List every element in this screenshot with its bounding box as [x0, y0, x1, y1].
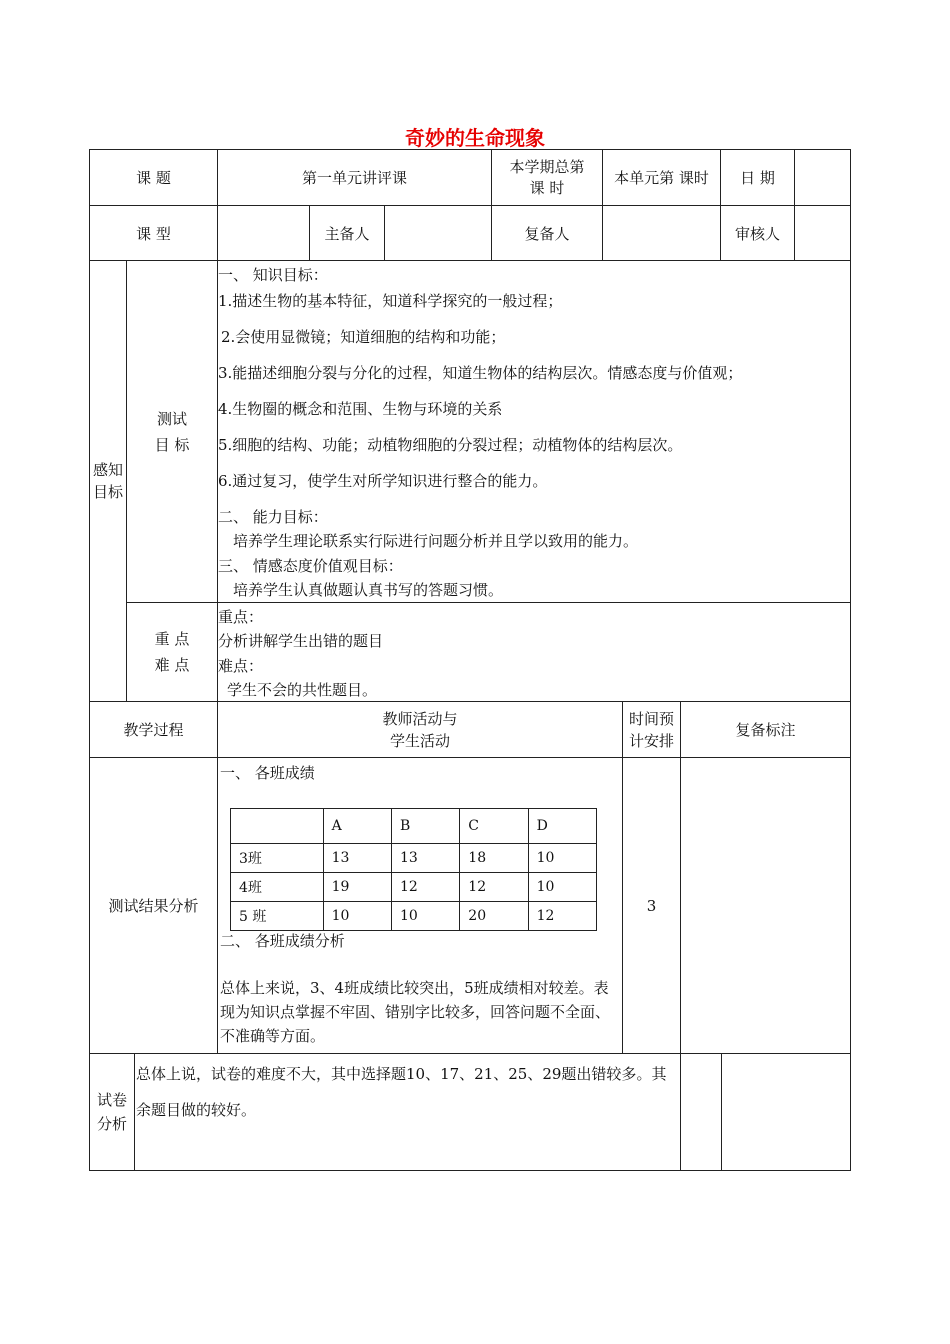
- table-cell: 13: [323, 844, 391, 873]
- analysis-time: 3: [622, 757, 681, 1054]
- paper-time: [680, 1053, 722, 1171]
- table-cell: 10: [528, 873, 596, 902]
- goal-line: 三、 情感态度价值观目标：: [218, 557, 403, 575]
- label-type: 课 型: [89, 205, 218, 261]
- value-type: [217, 205, 310, 261]
- table-row: [231, 809, 597, 844]
- table-row: [231, 873, 597, 902]
- semester-line-2: 课 时: [529, 178, 565, 197]
- page-title: 奇妙的生命现象: [405, 126, 545, 150]
- label-test-analysis: 测试结果分析: [89, 757, 218, 1054]
- time-line-1: 时间预: [628, 709, 674, 728]
- goal-line: 6.通过复习，使学生对所学知识进行整合的能力。: [218, 472, 548, 490]
- perception-line-2: 目标: [92, 483, 123, 501]
- paper-remarks: [721, 1053, 851, 1171]
- table-cell: [231, 809, 324, 844]
- table-cell: 3班: [231, 844, 324, 873]
- test-goal-line-2: 目 标: [154, 435, 190, 454]
- table-cell: 12: [460, 873, 528, 902]
- table-cell: 13: [391, 844, 459, 873]
- heading-class-scores: 一、 各班成绩: [220, 764, 315, 782]
- value-date: [794, 149, 851, 206]
- label-time: [622, 701, 681, 758]
- scores-table: [230, 808, 597, 931]
- value-main-prep: [384, 205, 492, 261]
- table-cell: 12: [391, 873, 459, 902]
- label-test-goal: [126, 260, 218, 603]
- paper-analysis-text: 总体上说，试卷的难度不大，其中选择题10、17、21、25、29题出错较多。其余题目做的较好。: [136, 1065, 667, 1119]
- goal-line: 二、 能力目标：: [218, 508, 328, 526]
- label-date: 日 期: [720, 149, 795, 206]
- key-line-2: 难 点: [154, 656, 190, 674]
- table-cell: D: [528, 809, 596, 844]
- table-cell: C: [460, 809, 528, 844]
- table-cell: 10: [323, 902, 391, 931]
- label-reviewer: 审核人: [720, 205, 795, 261]
- label-key-points: [126, 602, 218, 702]
- time-line-2: 计安排: [628, 731, 674, 750]
- label-paper-analysis: [89, 1053, 135, 1171]
- key-point-line: 难点：: [218, 657, 264, 675]
- label-re-prep: 复备人: [491, 205, 603, 261]
- goals-cell: [217, 260, 851, 603]
- activity-line-2: 学生活动: [389, 731, 450, 750]
- key-point-line: 分析讲解学生出错的题目: [218, 632, 384, 650]
- table-cell: 12: [528, 902, 596, 931]
- key-line-1: 重 点: [154, 630, 190, 648]
- goal-line: 1.描述生物的基本特征，知道科学探究的一般过程；: [218, 292, 563, 310]
- table-row: [231, 844, 597, 873]
- key-point-line: 重点：: [218, 608, 264, 626]
- label-remarks: 复备标注: [680, 701, 851, 758]
- value-keti: 第一单元讲评课: [217, 149, 492, 206]
- perception-line-1: 感知: [92, 461, 123, 479]
- label-semester: [491, 149, 603, 206]
- key-point-line: 学生不会的共性题目。: [227, 681, 378, 699]
- analysis-paragraph: 总体上来说，3、4班成绩比较突出，5班成绩相对较差。表现为知识点掌握不牢固、错别字比较多，回答问题不全面、不准确等方面。: [220, 979, 611, 1045]
- value-re-prep: [602, 205, 721, 261]
- goal-line: 培养学生认真做题认真书写的答题习惯。: [233, 581, 504, 599]
- table-cell: B: [391, 809, 459, 844]
- value-reviewer: [794, 205, 851, 261]
- table-cell: 5 班: [231, 902, 324, 931]
- table-cell: 4班: [231, 873, 324, 902]
- table-cell: 20: [460, 902, 528, 931]
- label-perception: [89, 260, 127, 702]
- table-cell: 10: [528, 844, 596, 873]
- table-cell: 19: [323, 873, 391, 902]
- table-cell: 10: [391, 902, 459, 931]
- label-process: 教学过程: [89, 701, 218, 758]
- goal-line: 一、 知识目标：: [218, 266, 328, 284]
- semester-line-1: 本学期总第: [509, 157, 585, 176]
- table-row: [231, 902, 597, 931]
- label-keti: 课 题: [89, 149, 218, 206]
- activity-line-1: 教师活动与: [382, 709, 458, 728]
- analysis-remarks: [680, 757, 851, 1054]
- goal-line: 2.会使用显微镜；知道细胞的结构和功能；: [221, 328, 506, 346]
- goal-line: 3.能描述细胞分裂与分化的过程，知道生物体的结构层次。情感态度与价值观；: [218, 364, 743, 382]
- paper-line-1: 试卷: [96, 1091, 127, 1109]
- label-activity: [217, 701, 623, 758]
- goal-line: 培养学生理论联系实行际进行问题分析并且学以致用的能力。: [233, 532, 639, 550]
- paper-line-2: 分析: [96, 1115, 127, 1133]
- label-unit: 本单元第 课时: [602, 149, 721, 206]
- goal-line: 5.细胞的结构、功能；动植物细胞的分裂过程；动植物体的结构层次。: [218, 436, 683, 454]
- test-goal-line-1: 测试: [156, 409, 187, 428]
- table-cell: 18: [460, 844, 528, 873]
- label-main-prep: 主备人: [309, 205, 385, 261]
- goal-line: 4.生物圈的概念和范围、生物与环境的关系: [218, 400, 503, 418]
- heading-score-analysis: 二、 各班成绩分析: [220, 932, 345, 950]
- table-cell: A: [323, 809, 391, 844]
